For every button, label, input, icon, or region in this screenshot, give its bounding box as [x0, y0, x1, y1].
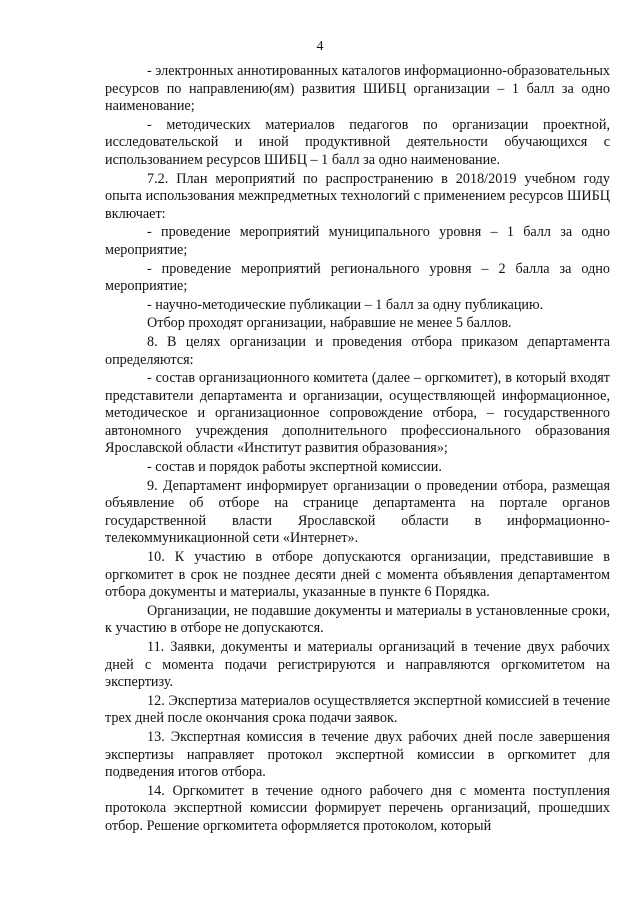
paragraph-14: 14. Оргкомитет в течение одного рабочего дня с момента поступления протокола экспертной комиссии формирует перечень организаций, прошедших отбор. Решение оргкомитета оформляется протоколом, который: [105, 782, 610, 834]
paragraph-regional-events: - проведение мероприятий регионального уровня – 2 балла за одно мероприятие;: [105, 260, 610, 295]
paragraph-9: 9. Департамент информирует организации о проведении отбора, размещая объявление об отборе на странице департамента на портале органов государственной власти Ярославской области в информационно-телекоммуникационной сети «Интернет».: [105, 477, 610, 547]
paragraph-methodical-materials: - методических материалов педагогов по организации проектной, исследовательской и иной продуктивной деятельности обучающихся с использованием ресурсов ШИБЦ – 1 балл за одно наименование.: [105, 116, 610, 168]
paragraph-expert-commission: - состав и порядок работы экспертной комиссии.: [147, 459, 442, 476]
paragraph-not-admitted: Организации, не подавшие документы и материалы в установленные сроки, к участию в отборе не допускаются.: [105, 602, 610, 637]
paragraph-publications: - научно-методические публикации – 1 балл за одну публикацию.: [147, 296, 544, 313]
paragraph-catalogs: - электронных аннотированных каталогов информационно-образовательных ресурсов по направлению(ям) развития ШИБЦ организации – 1 балл за одно наименование;: [105, 63, 610, 115]
paragraph-7-2: 7.2. План мероприятий по распространению в 2018/2019 учебном году опыта использования межпредметных технологий с применением ресурсов ШИБЦ включает:: [105, 170, 610, 222]
paragraph-orgcommittee: - состав организационного комитета (далее – оргкомитет), в который входят представители департамента и организации, осуществляющей информационное, методическое и организационное сопровождение отбора, – государственного автономного учреждения дополнительного профессионального образования Ярославской области «Институт развития образования»;: [105, 370, 610, 457]
paragraph-11: 11. Заявки, документы и материалы организаций в течение двух рабочих дней с момента подачи регистрируются и направляются оргкомитетом на экспертизу.: [105, 639, 610, 691]
paragraph-selection-threshold: Отбор проходят организации, набравшие не менее 5 баллов.: [147, 315, 512, 332]
paragraph-10: 10. К участию в отборе допускаются организации, представившие в оргкомитет в срок не позднее десяти дней с момента объявления департаментом отбора документы и материалы, указанные в пункте 6 Порядка.: [105, 549, 610, 601]
paragraph-13: 13. Экспертная комиссия в течение двух рабочих дней после завершения экспертизы направляет протокол экспертной комиссии в оргкомитет для подведения итогов отбора.: [105, 728, 610, 781]
document-body: [105, 63, 610, 837]
paragraph-municipal-events: - проведение мероприятий муниципального уровня – 1 балл за одно мероприятие;: [105, 224, 610, 258]
paragraph-12: 12. Экспертиза материалов осуществляется экспертной комиссией в течение трех дней после окончания срока подачи заявок.: [105, 692, 610, 727]
page-number: 4: [316, 39, 324, 54]
paragraph-8: 8. В целях организации и проведения отбора приказом департамента определяются:: [105, 333, 610, 368]
